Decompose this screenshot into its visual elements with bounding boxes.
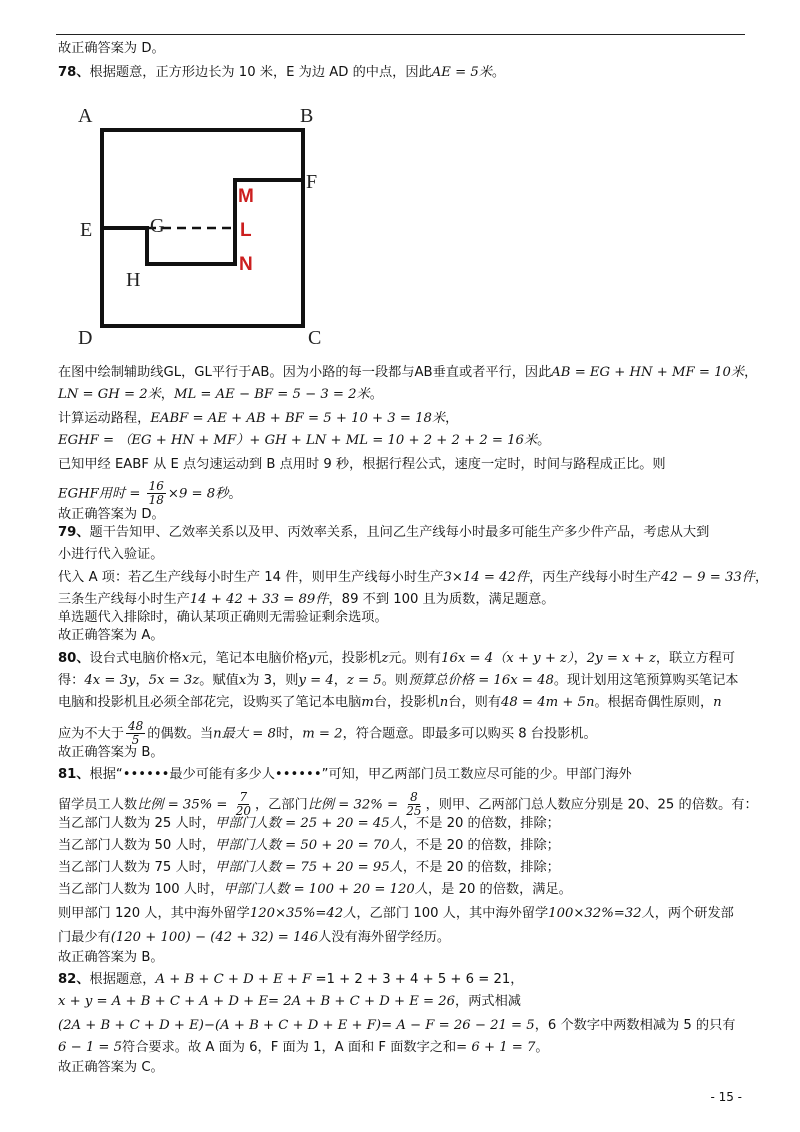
math-expression: LN = GH = 2米: [58, 387, 161, 402]
math-expression: ML = AE − BF = 5 − 3 = 2米: [173, 387, 370, 402]
math-expression: EGHF = （EG + HN + MF）+ GH + LN + ML = 10 + 2 + 2 + 2 = 16米: [58, 433, 538, 448]
label-h: H: [126, 269, 141, 291]
page-number: - 15 -: [710, 1090, 742, 1104]
text-segment: 门最少有: [58, 930, 111, 945]
label-n: N: [239, 254, 253, 275]
math-expression: = 6 + 1 = 7: [456, 1040, 536, 1055]
math-expression: 6 − 1 = 5: [58, 1040, 123, 1055]
math-expression: (120 + 100) − (42 + 32) = 146: [110, 930, 319, 945]
text-segment: 。则: [381, 673, 409, 688]
text-segment: ，符合题意。即最多可以购买 8 台投影机。: [342, 726, 597, 742]
text-segment: 故正确答案为 B。: [58, 950, 164, 965]
text-segment: 。: [228, 486, 242, 502]
question-number: 79、: [58, 525, 90, 540]
text-line: [58, 881, 572, 899]
text-segment: 电脑和投影机且必须全部花完，设购买了笔记本电脑: [58, 695, 362, 710]
square-path-diagram: [72, 96, 332, 348]
math-expression: 120×35%=42人: [249, 906, 357, 921]
math-expression: (2A + B + C + D + E)−(A + B + C + D + E + F)= A − F = 26 − 21 = 5: [58, 1018, 535, 1033]
math-expression: 甲部门人数 = 50 + 20 = 70人: [215, 838, 403, 853]
text-line: [58, 929, 450, 947]
text-segment: 代入 A 项：若乙生产线每小时生产 14 件，则甲生产线每小时生产: [58, 570, 444, 585]
label-f: F: [306, 171, 318, 193]
math-expression: 48 = 4m + 5n: [501, 695, 595, 710]
fraction-denominator: 5: [131, 733, 140, 747]
math-expression: 甲部门人数 = 75 + 20 = 95人: [215, 860, 403, 875]
math-expression: m = 2: [302, 726, 343, 742]
label-c: C: [308, 327, 322, 348]
text-segment: 故正确答案为 B。: [58, 745, 164, 760]
text-line: [58, 456, 666, 474]
text-line: [58, 627, 164, 645]
text-segment: 当乙部门人数为 75 人时，: [58, 860, 216, 875]
math-expression: 甲部门人数 = 25 + 20 = 45人: [215, 816, 403, 831]
label-d: D: [78, 327, 93, 348]
math-expression: 100×32%=32人: [548, 906, 655, 921]
text-segment: 为 3，则: [246, 673, 299, 688]
text-line: [58, 720, 597, 747]
text-segment: 当乙部门人数为 25 人时，: [58, 816, 216, 831]
text-segment: 。: [535, 1040, 549, 1055]
fraction-denominator: 20: [235, 804, 251, 818]
math-expression: 3×14 = 42件: [443, 570, 530, 585]
text-segment: 元。则有: [388, 651, 442, 666]
question-number: 82、: [58, 972, 90, 987]
text-line: [58, 524, 709, 542]
math-expression: 4x = 3y: [84, 673, 136, 688]
fraction-numerator: 16: [148, 479, 164, 493]
math-expression: 16x = 4（x + y + z）: [441, 651, 574, 666]
text-segment: ，两式相减: [455, 994, 521, 1009]
text-line: [58, 591, 554, 609]
text-segment: 应为不大于: [58, 726, 124, 742]
text-segment: ，乙部门 100 人，其中海外留学: [356, 906, 549, 921]
text-segment: 计算运动路程，: [58, 411, 151, 426]
math-expression: z = 5: [346, 673, 382, 688]
text-segment: ，则甲、乙两部门总人数应分别是 20、25 的倍数。有：: [425, 797, 758, 813]
math-expression: m: [361, 695, 374, 710]
text-line: [58, 744, 164, 762]
text-line: [58, 1059, 164, 1077]
text-segment: 。赋值: [199, 673, 239, 688]
text-segment: ，89 不到 100 且为质数，满足题意。: [328, 592, 555, 607]
text-segment: 元，投影机: [315, 651, 382, 666]
text-segment: ，: [754, 570, 769, 585]
text-line: [58, 837, 560, 855]
fraction-denominator: 25: [406, 804, 422, 818]
fraction-numerator: 8: [410, 790, 418, 804]
text-segment: 人没有海外留学经历。: [318, 930, 451, 945]
text-segment: 三条生产线每小时生产: [58, 592, 190, 607]
text-line: [58, 609, 388, 627]
text-segment: 则甲部门 120 人，其中海外留学: [58, 906, 250, 921]
text-segment: ，丙生产线每小时生产: [529, 570, 661, 585]
label-g: G: [150, 215, 165, 237]
text-segment: 得：: [58, 673, 85, 688]
text-line: [58, 766, 632, 784]
math-expression: 预算总价格 = 16x = 48: [408, 673, 554, 688]
text-line: [58, 64, 505, 82]
text-segment: 设台式电脑价格: [89, 651, 182, 666]
text-line: [58, 364, 757, 382]
text-segment: 的偶数。当: [147, 726, 214, 742]
text-segment: ，: [333, 673, 347, 688]
math-expression: n: [439, 695, 449, 710]
text-line: [58, 650, 735, 668]
question-number: 78、: [58, 65, 90, 80]
text-line: [58, 672, 739, 690]
text-line: [58, 1017, 735, 1035]
label-m: M: [238, 186, 254, 207]
math-expression: y: [307, 651, 316, 666]
text-segment: 故正确答案为 D。: [58, 507, 165, 522]
math-expression: EABF = AE + AB + BF = 5 + 10 + 3 = 18米: [150, 411, 446, 426]
text-segment: 当乙部门人数为 50 人时，: [58, 838, 216, 853]
text-segment: 故正确答案为 D。: [58, 41, 165, 56]
path-egh: [102, 180, 303, 264]
text-line: [58, 506, 165, 524]
label-b: B: [300, 105, 314, 127]
text-line: [58, 815, 560, 833]
math-expression: z: [381, 651, 389, 666]
text-segment: 故正确答案为 A。: [58, 628, 164, 643]
text-line: [58, 993, 521, 1011]
math-expression: x + y = A + B + C + A + D + E= 2A + B + C + D + E = 26: [58, 994, 456, 1009]
math-expression: 14 + 42 + 33 = 89件: [189, 592, 329, 607]
math-expression: 5x = 3z: [148, 673, 200, 688]
header-rule: [56, 34, 745, 35]
label-a: A: [78, 105, 93, 127]
math-expression: 42 − 9 = 33件: [660, 570, 755, 585]
fraction-denominator: 18: [148, 493, 164, 507]
text-segment: 元，笔记本电脑价格: [189, 651, 308, 666]
text-segment: 。根据奇偶性原则，: [594, 695, 714, 710]
text-segment: 故正确答案为 C。: [58, 1060, 164, 1075]
text-segment: ，: [573, 651, 587, 666]
text-line: [58, 859, 560, 877]
text-segment: 台，则有: [448, 695, 502, 710]
text-segment: ，联立方程可: [655, 651, 736, 666]
text-segment: 题干告知甲、乙效率关系以及甲、丙效率关系，且问乙生产线每小时最多可能生产多少件产品，考虑从大到: [89, 525, 710, 540]
math-expression: n最大 = 8: [213, 726, 276, 742]
label-l: L: [240, 220, 252, 241]
math-expression: y = 4: [298, 673, 334, 688]
text-line: [58, 410, 458, 428]
fraction: [234, 791, 253, 818]
math-expression: AB = EG + HN + MF = 10米: [551, 365, 745, 380]
text-segment: ，不是 20 的倍数，排除；: [402, 838, 560, 853]
text-segment: ，: [744, 365, 758, 380]
math-expression: A + B + C + D + E + F: [155, 972, 312, 987]
math-expression: x: [238, 673, 247, 688]
text-segment: ，6 个数字中两数相减为 5 的只有: [534, 1018, 736, 1033]
text-segment: 小进行代入验证。: [58, 547, 164, 562]
fraction: [147, 480, 166, 507]
text-line: [58, 791, 758, 818]
text-segment: ，不是 20 的倍数，排除；: [402, 816, 560, 831]
math-expression: AE = 5米: [431, 65, 492, 80]
fraction-numerator: 48: [127, 719, 144, 733]
text-line: [58, 40, 165, 58]
text-line: [58, 905, 734, 923]
label-e: E: [80, 219, 93, 241]
text-line: [58, 694, 722, 712]
text-segment: 。: [491, 65, 506, 80]
text-segment: 。: [537, 433, 551, 448]
fraction: [126, 720, 145, 747]
math-expression: 比例 = 32% =: [307, 797, 403, 813]
math-expression: x: [181, 651, 190, 666]
text-segment: 时，: [275, 726, 303, 742]
text-segment: 根据题意，: [89, 972, 156, 987]
math-expression: 甲部门人数 = 100 + 20 = 120人: [223, 882, 428, 897]
text-segment: ，乙部门: [254, 797, 308, 813]
question-number: 81、: [58, 767, 90, 782]
fraction: [404, 791, 423, 818]
math-expression: n: [713, 695, 722, 710]
math-expression: ×9 = 8秒: [167, 486, 229, 502]
text-line: [58, 971, 523, 989]
text-segment: ，两个研发部: [654, 906, 734, 921]
text-segment: 。: [369, 387, 383, 402]
text-segment: 台，投影机: [373, 695, 440, 710]
text-line: [58, 546, 164, 564]
math-expression: 比例 = 35% =: [137, 797, 232, 813]
text-segment: =1 + 2 + 3 + 4 + 5 + 6 = 21，: [311, 972, 524, 987]
text-segment: 根据题意，正方形边长为 10 米，E 为边 AD 的中点，因此: [89, 65, 432, 80]
text-segment: 。现计划用这笔预算购买笔记本: [553, 673, 739, 688]
text-segment: ，不是 20 的倍数，排除；: [402, 860, 560, 875]
text-line: [58, 386, 383, 404]
question-number: 80、: [58, 651, 90, 666]
text-segment: ，: [135, 673, 149, 688]
text-line: [58, 569, 768, 587]
fraction-numerator: 7: [239, 790, 248, 804]
text-segment: 留学员工人数: [58, 797, 138, 813]
math-expression: EGHF用时 =: [58, 486, 145, 502]
text-segment: 符合要求。故 A 面为 6，F 面为 1，A 面和 F 面数字之和: [122, 1040, 457, 1055]
text-line: [58, 432, 550, 450]
text-segment: 在图中绘制辅助线GL，GL平行于AB。因为小路的每一段都与AB垂直或者平行，因此: [58, 365, 552, 380]
text-segment: ，是 20 的倍数，满足。: [428, 882, 572, 897]
text-line: [58, 949, 164, 967]
text-segment: 根据“••••••最少可能有多少人••••••”可知，甲乙两部门员工数应尽可能的少。甲部门海外: [89, 767, 632, 782]
text-line: [58, 1039, 549, 1057]
text-segment: ，: [445, 411, 459, 426]
text-segment: ，: [160, 387, 174, 402]
math-expression: 2y = x + z: [586, 651, 656, 666]
text-segment: 已知甲经 EABF 从 E 点匀速运动到 B 点用时 9 秒，根据行程公式，速度一定时，时间与路程成正比。则: [58, 457, 666, 472]
text-line: [58, 480, 242, 507]
text-segment: 当乙部门人数为 100 人时，: [58, 882, 224, 897]
text-segment: 单选题代入排除时，确认某项正确则无需验证剩余选项。: [58, 610, 388, 625]
